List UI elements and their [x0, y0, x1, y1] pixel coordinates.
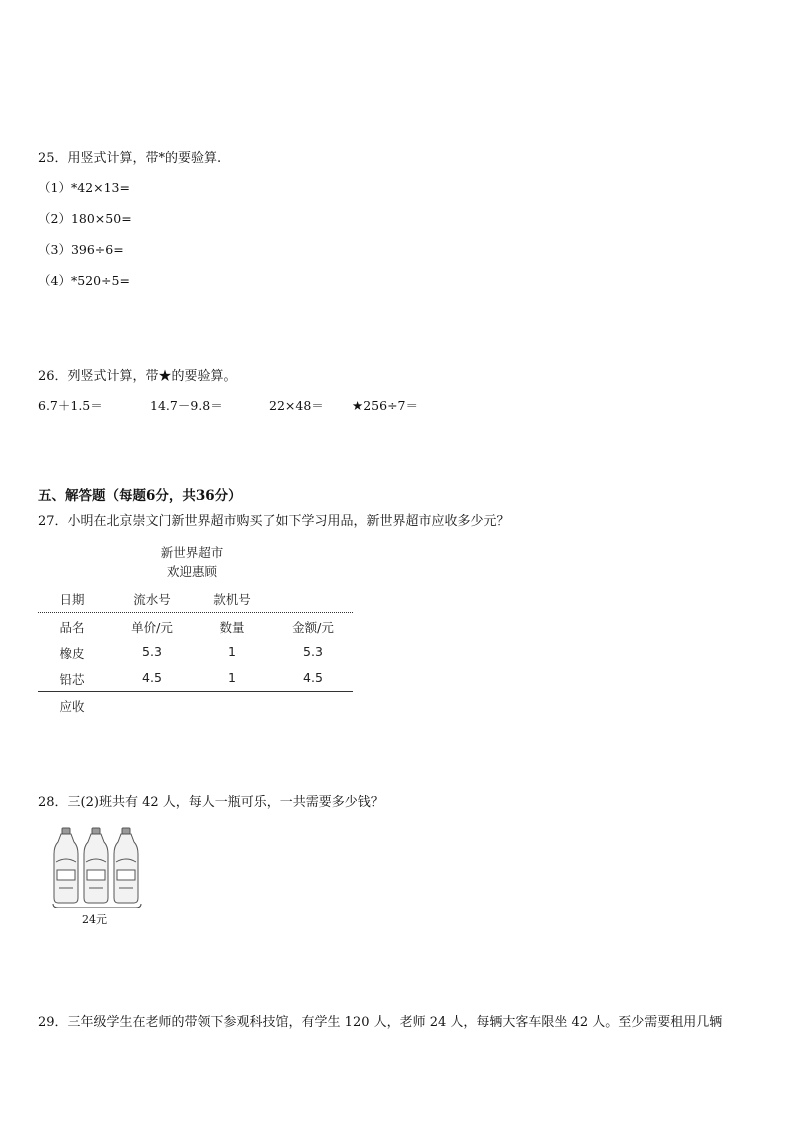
receipt-dotted-divider	[38, 612, 353, 613]
receipt-meta-date: 日期	[59, 592, 85, 607]
receipt-store-name: 新世界超市	[160, 545, 224, 560]
receipt-cell-amount: 5.3	[303, 644, 323, 659]
q26-expr-2: 14.7－9.8＝	[150, 398, 223, 413]
q25-item-3: （3）396÷6=	[38, 242, 124, 257]
q29-question: 29．三年级学生在老师的带领下参观科技馆，有学生 120 人，老师 24 人，每辆大客车限坐 42 人。至少需要租用几辆	[38, 1015, 723, 1030]
receipt-header-qty: 数量	[219, 620, 245, 635]
q28-question: 28．三(2)班共有 42 人，每人一瓶可乐，一共需要多少钱？	[38, 795, 384, 810]
receipt-cell-price: 4.5	[142, 670, 162, 685]
receipt-cell-qty: 1	[228, 644, 236, 659]
q25-item-1: （1）*42×13=	[38, 180, 130, 195]
q27-question: 27．小明在北京崇文门新世界超市购买了如下学习用品，新世界超市应收多少元？	[38, 514, 510, 529]
receipt-cell-amount: 4.5	[303, 670, 323, 685]
q25-item-2: （2）180×50=	[38, 211, 132, 226]
receipt-header-price: 单价/元	[131, 620, 173, 635]
receipt-welcome: 欢迎惠顾	[166, 564, 217, 579]
cola-bottles-illustration	[50, 826, 144, 908]
bottle-icon	[114, 828, 138, 903]
section-heading: 五、解答题（每题6分，共36分）	[38, 488, 242, 504]
brace-icon	[53, 904, 141, 908]
q25-title: 25．用竖式计算，带*的要验算.	[38, 151, 222, 166]
bottles-price-label: 24元	[82, 913, 107, 926]
receipt-cell-qty: 1	[228, 670, 236, 685]
q26-expr-3: 22×48＝	[269, 398, 324, 413]
bottle-icon	[84, 828, 108, 903]
bottle-icon	[54, 828, 78, 903]
q26-expr-1: 6.7＋1.5＝	[38, 398, 103, 413]
receipt-cell-name: 铅芯	[59, 672, 85, 687]
receipt-solid-divider	[38, 691, 353, 692]
receipt-header-name: 品名	[59, 620, 85, 635]
receipt-total-label: 应收	[59, 699, 85, 714]
receipt-header-amount: 金额/元	[292, 620, 334, 635]
q26-expr-4: ★256÷7＝	[352, 398, 418, 413]
receipt-cell-price: 5.3	[142, 644, 162, 659]
receipt-meta-register: 款机号	[213, 592, 251, 607]
q25-item-4: （4）*520÷5=	[38, 273, 130, 288]
receipt-meta-serial: 流水号	[133, 592, 171, 607]
q26-title: 26．列竖式计算，带★的要验算。	[38, 369, 237, 384]
receipt-cell-name: 橡皮	[59, 646, 85, 661]
